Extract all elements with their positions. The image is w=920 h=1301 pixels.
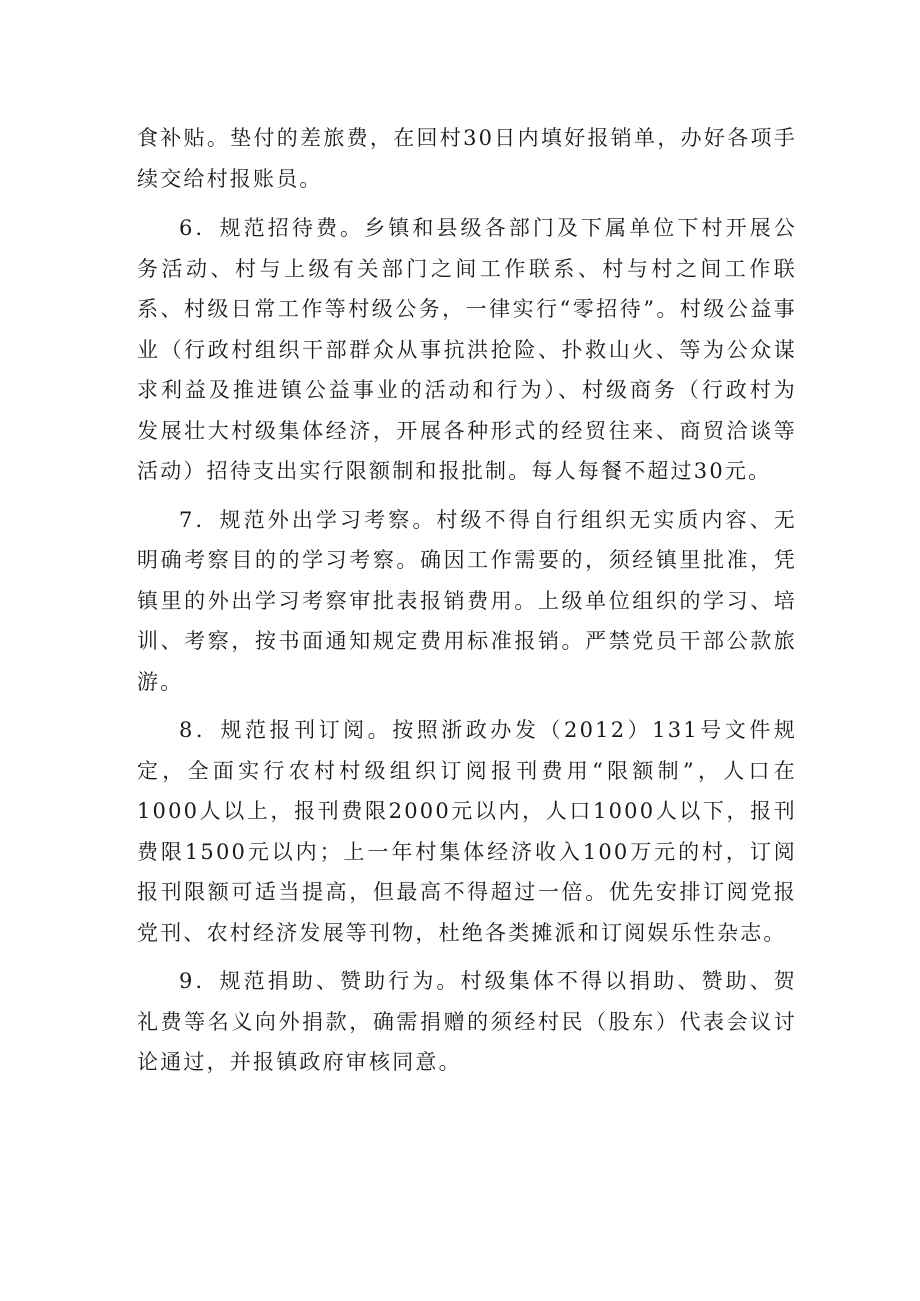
paragraph-item-9: 9．规范捐助、赞助行为。村级集体不得以捐助、赞助、贺礼费等名义向外捐款，确需捐赠的须经村民（股东）代表会议讨论通过，并报镇政府审核同意。 xyxy=(137,969,797,1074)
paragraph-item-8: 8．规范报刊订阅。按照浙政办发（2012）131号文件规定，全面实行农村村级组织订阅报刊费用“限额制”，人口在1000人以上，报刊费限2000元以内，人口1000人以下，报刊费限1500元以内；上一年村集体经济收入100万元的村，订阅报刊限额可适当提高，但最高不得超过一倍。优先安排订阅党报党刊、农村经济发展等刊物，杜绝各类摊派和订阅娱乐性杂志。 xyxy=(137,718,797,945)
paragraph-item-6: 6．规范招待费。乡镇和县级各部门及下属单位下村开展公务活动、村与上级有关部门之间工作联系、村与村之间工作联系、村级日常工作等村级公务，一律实行“零招待”。村级公益事业（行政村组织干部群众从事抗洪抢险、扑救山火、等为公众谋求利益及推进镇公益事业的活动和行为）、村级商务（行政村为发展壮大村级集体经济，开展各种形式的经贸往来、商贸洽谈等活动）招待支出实行限额制和报批制。每人每餐不超过30元。 xyxy=(137,216,797,483)
paragraph-item-7: 7．规范外出学习考察。村级不得自行组织无实质内容、无明确考察目的的学习考察。确因工作需要的，须经镇里批准，凭镇里的外出学习考察审批表报销费用。上级单位组织的学习、培训、考察，按书面通知规定费用标准报销。严禁党员干部公款旅游。 xyxy=(137,507,797,694)
paragraph-continuation: 食补贴。垫付的差旅费，在回村30日内填好报销单，办好各项手续交给村报账员。 xyxy=(137,126,797,191)
document-body xyxy=(137,118,797,1091)
